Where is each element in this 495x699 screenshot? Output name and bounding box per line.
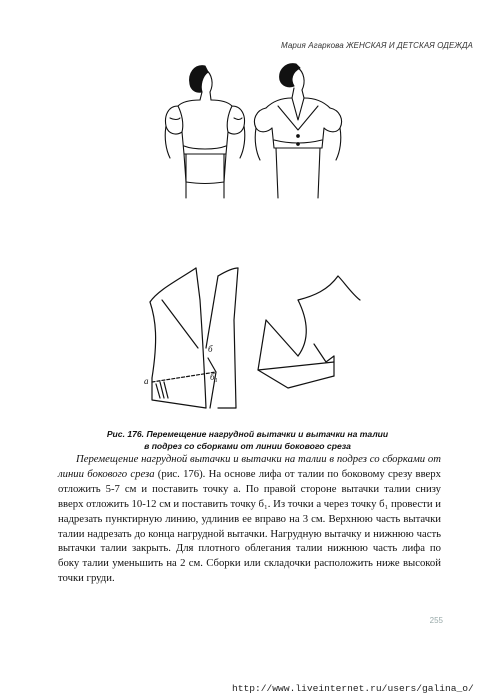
paragraph-text: (рис. 176). На основе лифа от талии по боковому срезу вверх отложить 5-7 см и поставить точку а. По правой стороне вытачки талии снизу вверх отложить 10-12 см и поставить точку б₁. Из точки а через точку б₁ провести и надрезать пунктирную линию, удлинив ее вправо на 3 см. Верхнюю часть вытачки талии надрезать до конца нагрудной вытачки. Нагрудную вытачку и нижнюю часть вытачки талии закрыть. Для плотного облегания талии нижнюю часть лифа по боку талии уменьшить на 2 см. Сборки или складочки расположить ниже высокой точки груди. (58, 467, 441, 585)
figure-caption-line-1: Рис. 176. Перемещение нагрудной вытачки и вытачки на талии (106, 429, 389, 439)
fashion-illustration (150, 58, 360, 208)
point-b-label: б (208, 344, 213, 354)
figure-caption-line-2: в подрез со сборками от линии бокового среза (144, 441, 351, 451)
running-header: Мария Агаркова ЖЕНСКАЯ И ДЕТСКАЯ ОДЕЖДА (281, 41, 473, 50)
paragraph-lead: Перемещение нагрудной вытачки и вытачки на талии в подрез со сборками от линии бокового среза (58, 453, 441, 480)
point-b1-label: б₁ (210, 372, 218, 382)
pattern-diagram (138, 260, 363, 412)
point-a-label: а (144, 376, 149, 386)
pattern-piece-left (150, 268, 238, 408)
page-number: 255 (429, 616, 443, 625)
body-paragraph (58, 452, 441, 586)
source-url[interactable]: http://www.liveinternet.ru/users/galina_o/ (232, 683, 474, 694)
figure-front-view (254, 64, 341, 198)
figure-back-view (165, 66, 245, 198)
pattern-piece-right (258, 276, 360, 388)
